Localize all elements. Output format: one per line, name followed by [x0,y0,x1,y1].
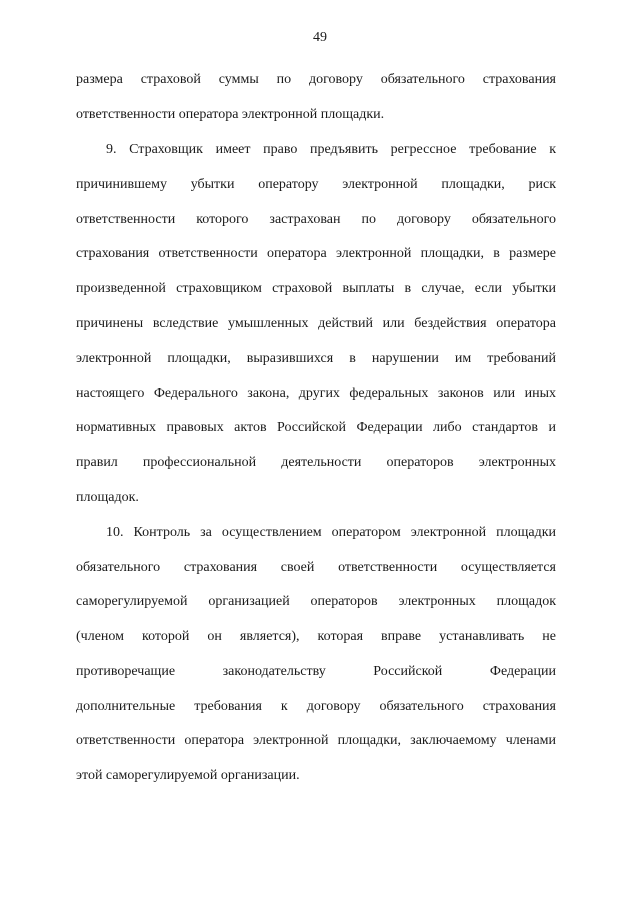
text-line: ответственности оператора электронной площадки. [76,107,385,122]
text-line: причинены вследствие умышленных действий или бездействия оператора [76,316,556,331]
text-line: размера страховой суммы по договору обязательного страхования [76,72,556,87]
text-line: (членом которой он является), которая вправе устанавливать не [76,629,556,644]
text-line: этой саморегулируемой организации. [76,768,300,783]
text-line: площадок. [76,490,139,505]
text-line: правил профессиональной деятельности операторов электронных [76,455,556,470]
text-line: нормативных правовых актов Российской Федерации либо стандартов и [76,420,556,435]
text-line: электронной площадки, выразившихся в нарушении им требований [76,351,556,366]
page-number: 49 [313,30,327,45]
text-line: 10. Контроль за осуществлением оператором электронной площадки [106,525,556,540]
text-line: противоречащие законодательству Российской Федерации [76,664,556,679]
text-line: ответственности оператора электронной площадки, заключаемому членами [76,733,556,748]
text-line: причинившему убытки оператору электронной площадки, риск [76,177,556,192]
text-line: настоящего Федерального закона, других федеральных законов или иных [76,386,556,401]
text-line: дополнительные требования к договору обязательного страхования [76,699,556,714]
text-line: 9. Страховщик имеет право предъявить регрессное требование к [106,142,556,157]
text-line: ответственности которого застрахован по договору обязательного [76,212,556,227]
text-line: обязательного страхования своей ответственности осуществляется [76,560,556,575]
text-line: страхования ответственности оператора электронной площадки, в размере [76,246,556,261]
text-line: саморегулируемой организацией операторов электронных площадок [76,594,556,609]
text-line: произведенной страховщиком страховой выплаты в случае, если убытки [76,281,556,296]
